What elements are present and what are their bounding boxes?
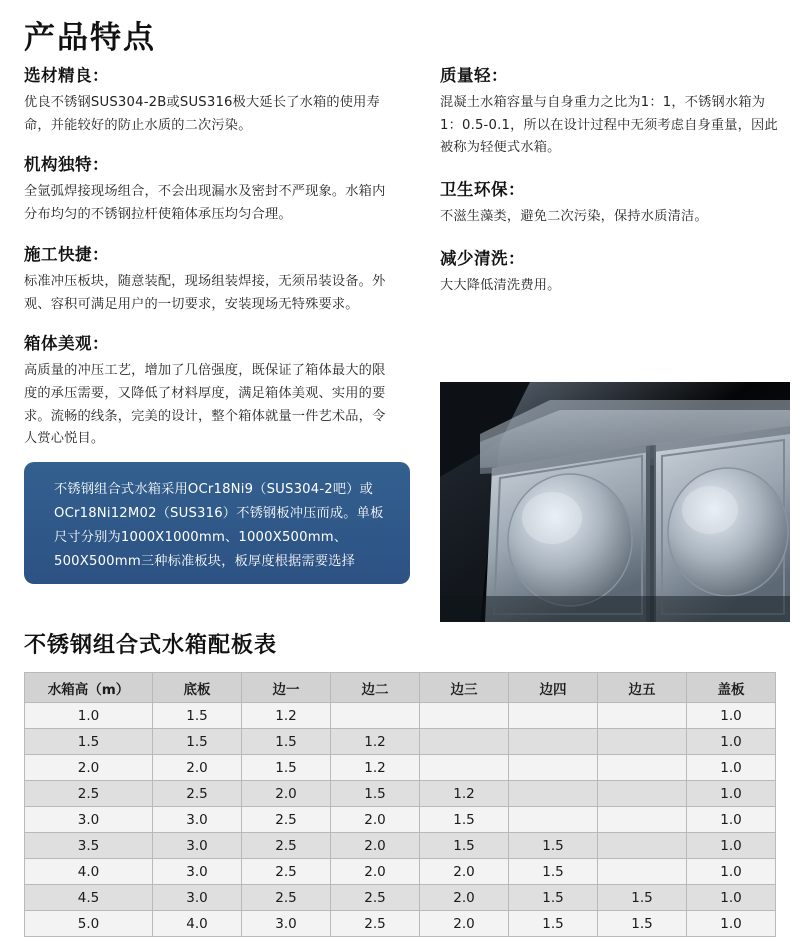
cell: 1.5: [509, 885, 598, 911]
cell: 1.5: [509, 833, 598, 859]
cell: 2.5: [331, 885, 420, 911]
cell: 1.5: [242, 729, 331, 755]
cell: 3.0: [153, 885, 242, 911]
cell: 5.0: [25, 911, 153, 937]
feature-heading: 质量轻：: [440, 66, 508, 85]
cell: 2.0: [420, 911, 509, 937]
table-row: [25, 807, 776, 833]
cell: 1.5: [509, 911, 598, 937]
cell: 1.2: [331, 755, 420, 781]
column-header: 边二: [331, 673, 420, 703]
table-row: [25, 781, 776, 807]
cell: [598, 703, 687, 729]
table-row: [25, 859, 776, 885]
feature-heading: 箱体美观：: [24, 334, 109, 354]
column-header: 边四: [509, 673, 598, 703]
water-tank-panels-illustration: [440, 382, 790, 622]
cell: 1.5: [153, 703, 242, 729]
feature-body: 大大降低清洗费用。: [440, 277, 561, 293]
cell: 3.0: [153, 833, 242, 859]
feature-item: [24, 330, 394, 451]
cell: 3.0: [153, 807, 242, 833]
cell: [509, 703, 598, 729]
cell: 4.5: [25, 885, 153, 911]
cell: 1.0: [687, 729, 776, 755]
cell: [598, 781, 687, 807]
table-row: [25, 703, 776, 729]
feature-heading: 选材精良：: [24, 66, 109, 85]
cell: [420, 755, 509, 781]
cell: 2.0: [242, 781, 331, 807]
cell: 3.0: [25, 807, 153, 833]
column-header: 水箱高（m）: [25, 673, 153, 703]
cell: 2.0: [331, 859, 420, 885]
cell: 2.5: [153, 781, 242, 807]
cell: 1.0: [687, 833, 776, 859]
cell: [598, 729, 687, 755]
table-row: [25, 755, 776, 781]
cell: [509, 781, 598, 807]
spec-table: [24, 672, 776, 937]
cell: [420, 729, 509, 755]
cell: 3.0: [153, 859, 242, 885]
cell: 1.5: [153, 729, 242, 755]
feature-body: 全氩弧焊接现场组合，不会出现漏水及密封不严现象。水箱内分布均匀的不锈钢拉杆使箱体承压均匀合理。: [24, 184, 386, 223]
cell: 2.5: [242, 833, 331, 859]
cell: 1.0: [687, 755, 776, 781]
cell: 2.5: [25, 781, 153, 807]
cell: 2.0: [331, 807, 420, 833]
cell: 2.5: [242, 859, 331, 885]
cell: 1.0: [25, 703, 153, 729]
cell: 1.0: [687, 781, 776, 807]
callout-text: 不锈钢组合式水箱采用OCr18Ni9（SUS304-2吧）或OCr18Ni12M02（SUS316）不锈钢板冲压而成。单板尺寸分别为1000X1000mm、1000X500mm、500X500mm三种标准板块，板厚度根据需要选择: [54, 482, 384, 570]
table-row: [25, 833, 776, 859]
cell: 1.5: [331, 781, 420, 807]
cell: [598, 833, 687, 859]
cell: 2.5: [242, 885, 331, 911]
features-right-column: [440, 62, 780, 314]
cell: 2.0: [153, 755, 242, 781]
cell: 1.5: [242, 755, 331, 781]
feature-body: 高质量的冲压工艺，增加了几倍强度，既保证了箱体最大的限度的承压需要，又降低了材料厚度，满足箱体美观、实用的要求。流畅的线条，完美的设计，整个箱体就量一件艺术品，令人赏心悦目。: [24, 363, 386, 447]
page-title: 产品特点: [24, 20, 156, 56]
cell: 1.0: [687, 703, 776, 729]
column-header: 边一: [242, 673, 331, 703]
cell: 2.5: [242, 807, 331, 833]
feature-item: [440, 245, 780, 298]
column-header: 边五: [598, 673, 687, 703]
feature-item: [440, 62, 780, 160]
feature-body: 不滋生藻类，避免二次污染，保持水质清洁。: [440, 209, 708, 225]
cell: 1.2: [242, 703, 331, 729]
cell: 4.0: [153, 911, 242, 937]
cell: [331, 703, 420, 729]
column-header: 盖板: [687, 673, 776, 703]
cell: 1.0: [687, 885, 776, 911]
cell: 1.0: [687, 859, 776, 885]
cell: 4.0: [25, 859, 153, 885]
highlight-callout: [24, 462, 410, 584]
feature-item: [440, 176, 780, 229]
cell: 1.0: [687, 807, 776, 833]
feature-item: [24, 62, 394, 137]
cell: 1.2: [331, 729, 420, 755]
cell: [598, 755, 687, 781]
features-left-column: [24, 62, 394, 465]
table-header-row: [25, 673, 776, 703]
feature-body: 标准冲压板块，随意装配，现场组装焊接，无须吊装设备。外观、容积可满足用户的一切要求，安装现场无特殊要求。: [24, 273, 386, 312]
product-photo: [440, 382, 790, 622]
cell: 1.5: [420, 833, 509, 859]
cell: [420, 703, 509, 729]
cell: 1.5: [509, 859, 598, 885]
feature-item: [24, 241, 394, 316]
cell: 1.5: [420, 807, 509, 833]
table-title: 不锈钢组合式水箱配板表: [24, 633, 278, 658]
feature-body: 混凝土水箱容量与自身重力之比为1：1，不锈钢水箱为1：0.5-0.1，所以在设计过程中无须考虑自身重量，因此被称为轻便式水箱。: [440, 95, 778, 156]
cell: 1.2: [420, 781, 509, 807]
cell: [598, 859, 687, 885]
cell: [598, 807, 687, 833]
cell: 1.5: [598, 885, 687, 911]
feature-heading: 机构独特：: [24, 155, 109, 175]
feature-body: 优良不锈钢SUS304-2B或SUS316极大延长了水箱的使用寿命，并能较好的防止水质的二次污染。: [24, 95, 380, 133]
feature-heading: 施工快捷：: [24, 244, 109, 264]
cell: 1.5: [25, 729, 153, 755]
cell: 1.0: [687, 911, 776, 937]
cell: 2.0: [331, 833, 420, 859]
cell: [509, 729, 598, 755]
column-header: 边三: [420, 673, 509, 703]
table-row: [25, 729, 776, 755]
cell: 2.0: [420, 859, 509, 885]
table-row: [25, 911, 776, 937]
cell: 3.5: [25, 833, 153, 859]
feature-heading: 减少清洗：: [440, 248, 525, 268]
cell: 1.5: [598, 911, 687, 937]
feature-heading: 卫生环保：: [440, 180, 525, 200]
cell: [509, 755, 598, 781]
table-row: [25, 885, 776, 911]
cell: 2.0: [420, 885, 509, 911]
cell: 2.5: [331, 911, 420, 937]
cell: 2.0: [25, 755, 153, 781]
cell: [509, 807, 598, 833]
column-header: 底板: [153, 673, 242, 703]
feature-item: [24, 151, 394, 226]
cell: 3.0: [242, 911, 331, 937]
